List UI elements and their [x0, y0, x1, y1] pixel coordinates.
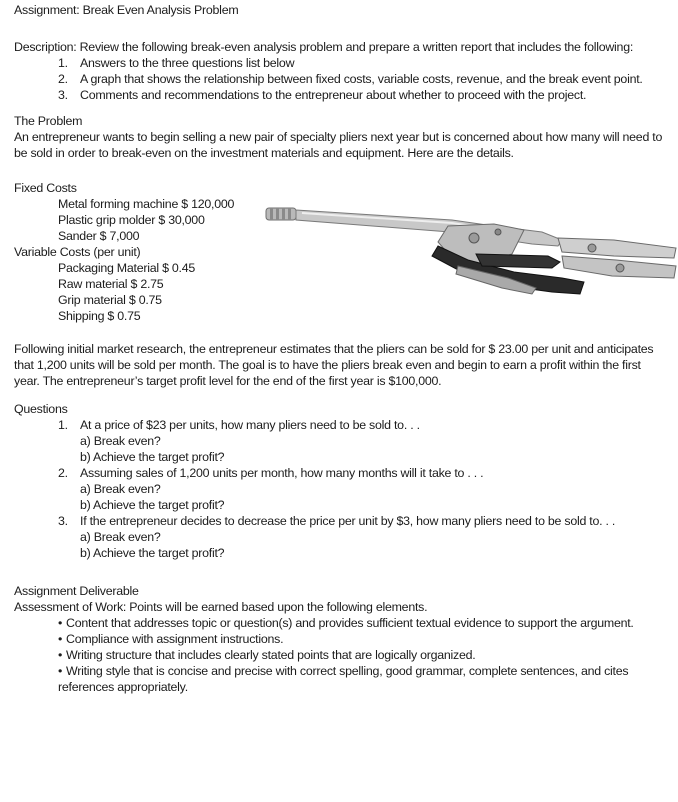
- assignment-title: Assignment: Break Even Analysis Problem: [14, 3, 239, 17]
- questions-list: [14, 417, 615, 561]
- list-item: • Content that addresses topic or question(s) and provides sufficient textual evidence to support the argument.: [58, 616, 634, 630]
- list-item: 2. A graph that shows the relationship between fixed costs, variable costs, revenue, and the break event point.: [58, 72, 643, 86]
- problem-line: be sold in order to break-even on the investment materials and equipment. Here are the details.: [14, 146, 514, 160]
- research-section: [14, 341, 653, 389]
- list-item: • Compliance with assignment instructions.: [58, 632, 284, 646]
- costs-section: [14, 180, 234, 324]
- deliverable-intro: Assessment of Work: Points will be earned based upon the following elements.: [14, 600, 428, 614]
- deliverable-heading: Assignment Deliverable: [14, 584, 139, 598]
- list-item: Shipping $ 0.75: [58, 309, 141, 323]
- research-line: year. The entrepreneur’s target profit level for the end of the first year is $100,000.: [14, 374, 442, 388]
- list-item: Raw material $ 2.75: [58, 277, 164, 291]
- list-item: 3. If the entrepreneur decides to decrease the price per unit by $3, how many pliers need to be sold to. . . a) Break even? b) Achieve the target profit?: [58, 514, 616, 560]
- deliverable-section: [14, 583, 664, 695]
- variable-costs-list: [14, 260, 234, 324]
- problem-heading: The Problem: [14, 114, 83, 128]
- list-item: 1. At a price of $23 per units, how many pliers need to be sold to. . . a) Break even? b) Achieve the target profit?: [58, 418, 420, 464]
- list-item: • Writing structure that includes clearly stated points that are logically organized.: [58, 648, 476, 662]
- list-item: Plastic grip molder $ 30,000: [58, 213, 205, 227]
- list-item: • Writing style that is concise and precise with correct spelling, good grammar, complete sentences, and cites references appropriately.: [58, 664, 629, 694]
- list-item: 2. Assuming sales of 1,200 units per month, how many months will it take to . . . a) Break even? b) Achieve the target profit?: [58, 466, 484, 512]
- list-item: Metal forming machine $ 120,000: [58, 197, 235, 211]
- list-item: 1. Answers to the three questions list below: [58, 56, 295, 70]
- research-line: Following initial market research, the entrepreneur estimates that the pliers can be sold for $ 23.00 per unit and anticipates: [14, 342, 654, 356]
- deliverable-list: [14, 615, 664, 695]
- variable-costs-heading: Variable Costs (per unit): [14, 245, 141, 259]
- list-item: Grip material $ 0.75: [58, 293, 162, 307]
- list-item: 3. Comments and recommendations to the entrepreneur about whether to proceed with the project.: [58, 88, 587, 102]
- description-section: [14, 39, 643, 103]
- list-item: Packaging Material $ 0.45: [58, 261, 196, 275]
- fixed-costs-heading: Fixed Costs: [14, 181, 77, 195]
- fixed-costs-list: [14, 196, 234, 244]
- problem-line: An entrepreneur wants to begin selling a new pair of specialty pliers next year but is concerned about how many will need to: [14, 130, 663, 144]
- list-item: Sander $ 7,000: [58, 229, 140, 243]
- research-line: that 1,200 units will be sold per month. The goal is to have the pliers break even and begin to earn a profit within the first: [14, 358, 641, 372]
- locking-pliers-photo: [262, 196, 678, 304]
- description-intro: Description: Review the following break-even analysis problem and prepare a written report that includes the following:: [14, 40, 634, 54]
- questions-heading: Questions: [14, 402, 68, 416]
- problem-section: [14, 113, 662, 161]
- description-list: [14, 55, 643, 103]
- questions-section: [14, 401, 615, 561]
